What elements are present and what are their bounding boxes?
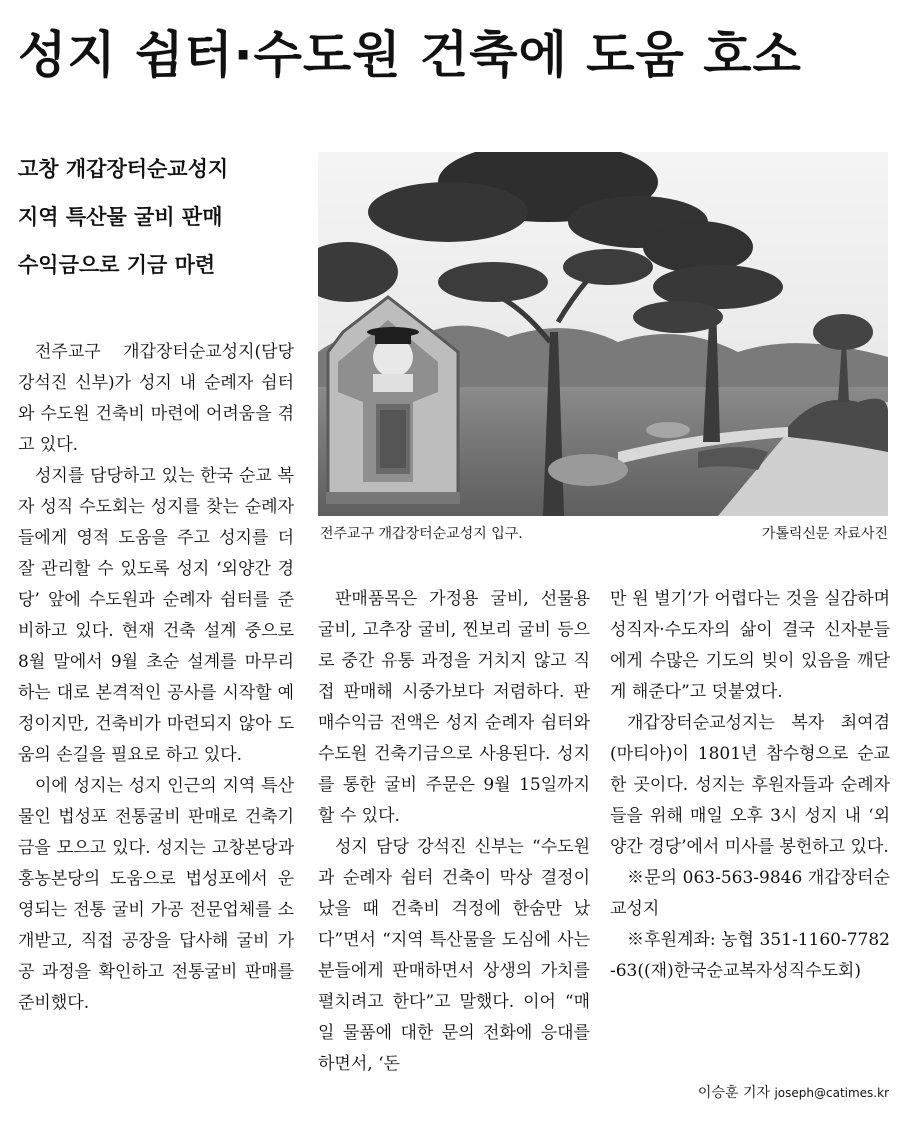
donation-account-note: ※후원계좌: 농협 351-1160-7782-63((재)한국순교복자성직수도회) xyxy=(610,930,890,981)
paragraph: 판매품목은 가정용 굴비, 선물용 굴비, 고추장 굴비, 찐보리 굴비 등으로 중간 유통 과정을 거치지 않고 직접 판매해 시중가보다 저렴하다. 판매수익금 전액은 성지 순례자 쉼터와 수도원 건축기금으로 사용된다. 성지를 통한 굴비 주문은 9월 15일까지 할 수 있다. xyxy=(318,589,590,826)
article-column-1 xyxy=(18,337,294,1019)
subheadline-line: 지역 특산물 굴비 판매 xyxy=(18,205,223,229)
photo-credit: 가톨릭신문 자료사진 xyxy=(761,526,888,542)
headline: 성지 쉼터·수도원 건축에 도움 호소 xyxy=(18,26,802,84)
byline xyxy=(698,1082,889,1104)
subheadline xyxy=(18,146,298,290)
paragraph-continued: 만 원 벌기’가 어렵다는 것을 실감하며 성직자·수도자의 삶이 결국 신자분들에게 수많은 기도의 빚이 있음을 깨닫게 해준다”고 덧붙였다. xyxy=(610,589,890,702)
reporter-email[interactable]: joseph@catimes.kr xyxy=(774,1086,889,1100)
subheadline-line: 수익금으로 기금 마련 xyxy=(18,253,216,277)
paragraph: 전주교구 개갑장터순교성지(담당 강석진 신부)가 성지 내 순례자 쉼터와 수도원 건축비 마련에 어려움을 겪고 있다. xyxy=(18,342,294,455)
paragraph: 성지를 담당하고 있는 한국 순교 복자 성직 수도회는 성지를 찾는 순례자들에게 영적 도움을 주고 성지를 더 잘 관리할 수 있도록 성지 ‘외양간 경당’ 앞에 수도원과 순례자 쉼터를 준비하고 있다. 현재 건축 설계 중으로 8월 말에서 9월 초순 설계를 마무리하는 대로 본격적인 공사를 시작할 예정이지만, 건축비가 마련되지 않아 도움의 손길을 필요로 하고 있다. xyxy=(18,466,294,765)
inquiry-note: ※문의 063-563-9846 개갑장터순교성지 xyxy=(610,868,890,919)
photo-caption-row xyxy=(318,522,888,546)
article-photo xyxy=(318,152,888,516)
reporter-name: 이승훈 기자 xyxy=(697,1085,770,1101)
article-column-2 xyxy=(318,584,590,1080)
article-column-3 xyxy=(610,584,890,987)
paragraph: 개갑장터순교성지는 복자 최여겸(마티아)이 1801년 참수형으로 순교한 곳이다. 성지는 후원자들과 순례자들을 위해 매일 오후 3시 성지 내 ‘외양간 경당’에서 미사를 봉헌하고 있다. xyxy=(610,713,890,857)
paragraph: 성지 담당 강석진 신부는 “수도원과 순례자 쉼터 건축이 막상 결정이 났을 때 건축비 걱정에 한숨만 났다”면서 “지역 특산물을 도심에 사는 분들에게 판매하면서 상생의 가치를 펼치려고 한다”고 말했다. 이어 “매일 물품에 대한 문의 전화에 응대를 하면서, ‘돈 xyxy=(318,837,590,1074)
photo-caption: 전주교구 개갑장터순교성지 입구. xyxy=(320,526,523,542)
subheadline-line: 고창 개갑장터순교성지 xyxy=(18,157,229,181)
paragraph: 이에 성지는 성지 인근의 지역 특산물인 법성포 전통굴비 판매로 건축기금을 모으고 있다. 성지는 고창본당과 홍농본당의 도움으로 법성포에서 운영되는 전통 굴비 가공 전문업체를 소개받고, 직접 공장을 답사해 굴비 가공 과정을 확인하고 전통굴비 판매를 준비했다. xyxy=(18,776,294,1013)
shrine-entrance-photo xyxy=(318,152,888,516)
